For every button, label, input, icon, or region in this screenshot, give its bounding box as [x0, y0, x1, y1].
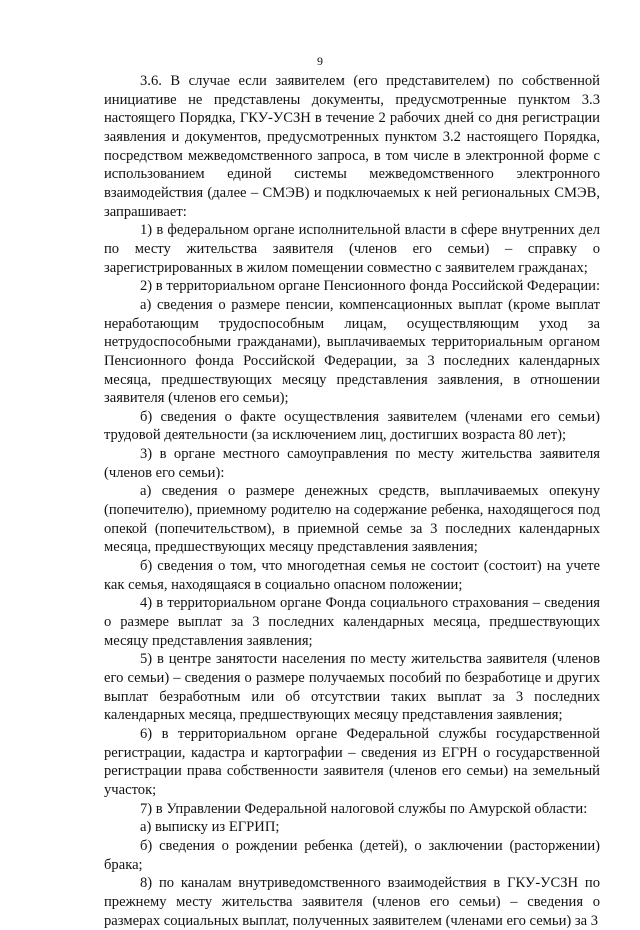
paragraph-item-7: 7) в Управлении Федеральной налоговой службы по Амурской области:: [140, 800, 588, 817]
paragraph-item-8: 8) по каналам внутриведомственного взаимодействия в ГКУ-УСЗН по прежнему месту жительства заявителя (членов его семьи) – сведения о размерах социальных выплат, полученных заявителем (членами его семьи) за 3: [104, 875, 600, 929]
paragraph-item-3b: б) сведения о том, что многодетная семья не состоит (состоит) на учете как семья, находящаяся в социально опасном положении;: [104, 558, 600, 593]
page-number: 9: [317, 54, 323, 68]
paragraph-item-6: 6) в территориальном органе Федеральной службы государственной регистрации, кадастра и картографии – сведения из ЕГРН о государственной регистрации права собственности заявителя (членов его семьи) на земельный участок;: [104, 725, 600, 798]
paragraph-item-7a: а) выписку из ЕГРИП;: [140, 819, 280, 836]
paragraph-item-2: 2) в территориальном органе Пенсионного фонда Российской Федерации:: [140, 278, 600, 295]
paragraph-item-2b: б) сведения о факте осуществления заявителем (членами его семьи) трудовой деятельности (за исключением лиц, достигших возраста 80 лет);: [104, 408, 600, 444]
paragraph-item-4: 4) в территориальном органе Фонда социального страхования – сведения о размере выплат за 3 последних календарных месяца, предшествующих месяцу представления заявления;: [104, 595, 600, 649]
paragraph-item-2a: а) сведения о размере пенсии, компенсационных выплат (кроме выплат неработающим трудоспособным лицам, осуществляющим уход за нетрудоспособными гражданами), выплачиваемых территориальным органом Пенсионного фонда Российской Федерации, за 3 последних календарных месяца, предшествующих месяцу представления заявления, в отношении заявителя (членов его семьи);: [104, 296, 600, 407]
paragraph-item-3: 3) в органе местного самоуправления по месту жительства заявителя (членов его семьи):: [104, 446, 600, 481]
paragraph-item-7b: б) сведения о рождении ребенка (детей), о заключении (расторжении) брака;: [104, 837, 600, 873]
paragraph-item-1: 1) в федеральном органе исполнительной власти в сфере внутренних дел по месту жительства заявителя (членов его семьи) – справку о зарегистрированных в жилом помещении совместно с заявителем гражданах;: [104, 222, 600, 276]
paragraph-item-5: 5) в центре занятости населения по месту жительства заявителя (членов его семьи) – сведения о размере получаемых пособий по безработице и других выплат безработным или об отсутствии таких выплат за 3 последних календарных месяца, предшествующих месяцу представления заявления;: [104, 651, 600, 724]
paragraph-3-6: 3.6. В случае если заявителем (его представителем) по собственной инициативе не представлены документы, предусмотренные пунктом 3.3 настоящего Порядка, ГКУ-УСЗН в течение 2 рабочих дней со дня регистрации заявления и документов, предусмотренных пунктом 3.2 настоящего Порядка, посредством межведомственного запроса, в том числе в электронной форме с использованием единой системы межведомственного электронного взаимодействия (далее – СМЭВ) и подключаемых к ней региональных СМЭВ, запрашивает:: [104, 73, 600, 220]
document-body: [104, 72, 600, 930]
paragraph-item-3a: а) сведения о размере денежных средств, выплачиваемых опекуну (попечителю), приемному родителю на содержание ребенка, находящегося под опекой (попечительством), в приемной семье за 3 последних календарных месяца, предшествующих месяцу представления заявления;: [104, 483, 600, 556]
